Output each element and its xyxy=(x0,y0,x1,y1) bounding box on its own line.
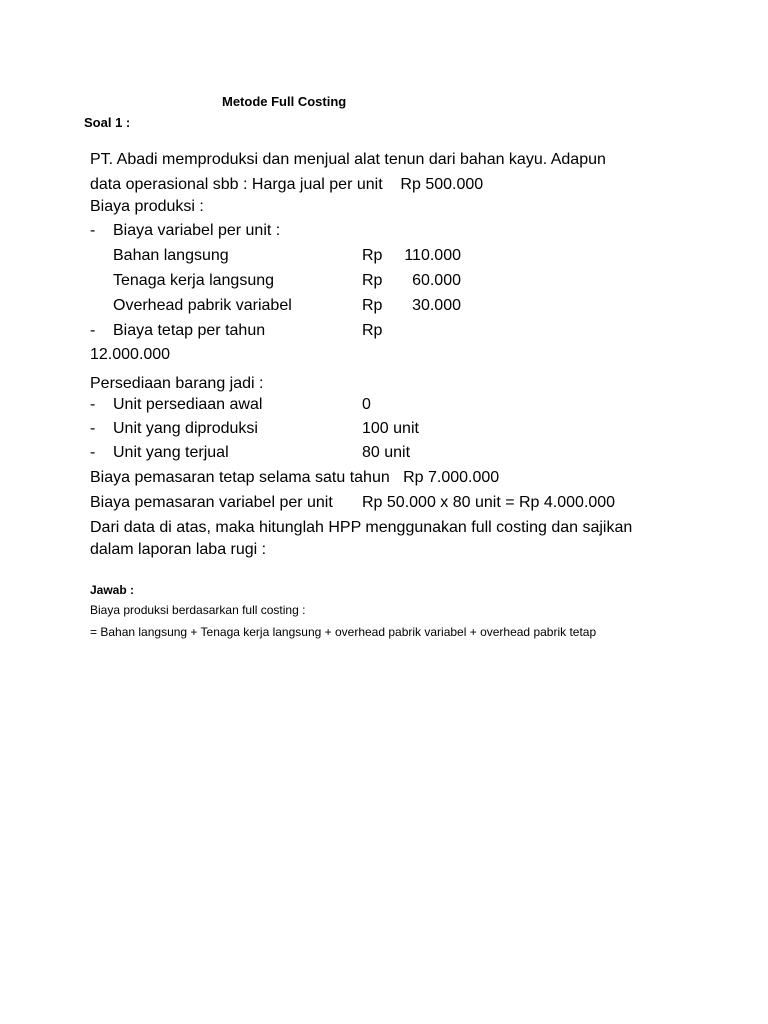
section-label: Soal 1 : xyxy=(84,115,131,130)
variabel-item-amount: 110.000 xyxy=(404,247,461,264)
persediaan-item-value: 80 unit xyxy=(362,444,411,461)
document-title: Metode Full Costing xyxy=(222,94,347,109)
jawab-line-2: = Bahan langsung + Tenaga kerja langsung + overhead pabrik variabel + overhead pabrik tetap xyxy=(90,625,597,639)
tetap-label: Biaya tetap per tahun xyxy=(113,322,266,339)
variabel-item-currency: Rp xyxy=(362,247,383,264)
variabel-item-amount: 60.000 xyxy=(412,272,461,289)
persediaan-item-value: 100 unit xyxy=(362,420,419,437)
variabel-item-label: Bahan langsung xyxy=(113,247,229,264)
bullet-dash: - xyxy=(90,396,96,413)
jawab-line-1: Biaya produksi berdasarkan full costing : xyxy=(90,603,306,617)
persediaan-heading: Persediaan barang jadi : xyxy=(90,375,264,392)
question-line-1: Dari data di atas, maka hitunglah HPP menggunakan full costing dan sajikan xyxy=(90,519,633,536)
variabel-item-amount: 30.000 xyxy=(412,297,461,314)
pemasaran-tetap: Biaya pemasaran tetap selama satu tahun Rp 7.000.000 xyxy=(90,469,500,486)
intro-line-1: PT. Abadi memproduksi dan menjual alat tenun dari bahan kayu. Adapun xyxy=(90,151,606,168)
variabel-item-label: Overhead pabrik variabel xyxy=(113,297,292,314)
bullet-dash: - xyxy=(90,222,96,239)
pemasaran-variabel-label: Biaya pemasaran variabel per unit xyxy=(90,494,333,511)
persediaan-item-value: 0 xyxy=(362,396,371,413)
persediaan-item-label: Unit yang terjual xyxy=(113,444,229,461)
bullet-dash: - xyxy=(90,420,96,437)
pemasaran-variabel-value: Rp 50.000 x 80 unit = Rp 4.000.000 xyxy=(362,494,616,511)
jawab-heading: Jawab : xyxy=(90,583,135,597)
bullet-dash: - xyxy=(90,322,96,339)
variabel-item-currency: Rp xyxy=(362,272,383,289)
tetap-amount: 12.000.000 xyxy=(90,346,171,363)
variabel-item-label: Tenaga kerja langsung xyxy=(113,272,275,289)
biaya-produksi-heading: Biaya produksi : xyxy=(90,198,204,215)
tetap-currency: Rp xyxy=(362,322,383,339)
bullet-dash: - xyxy=(90,444,96,461)
question-line-2: dalam laporan laba rugi : xyxy=(90,541,267,558)
variabel-heading: Biaya variabel per unit : xyxy=(113,222,281,239)
persediaan-item-label: Unit yang diproduksi xyxy=(113,420,258,437)
persediaan-item-label: Unit persediaan awal xyxy=(113,396,263,413)
intro-line-2: data operasional sbb : Harga jual per unit Rp 500.000 xyxy=(90,176,484,193)
variabel-item-currency: Rp xyxy=(362,297,383,314)
